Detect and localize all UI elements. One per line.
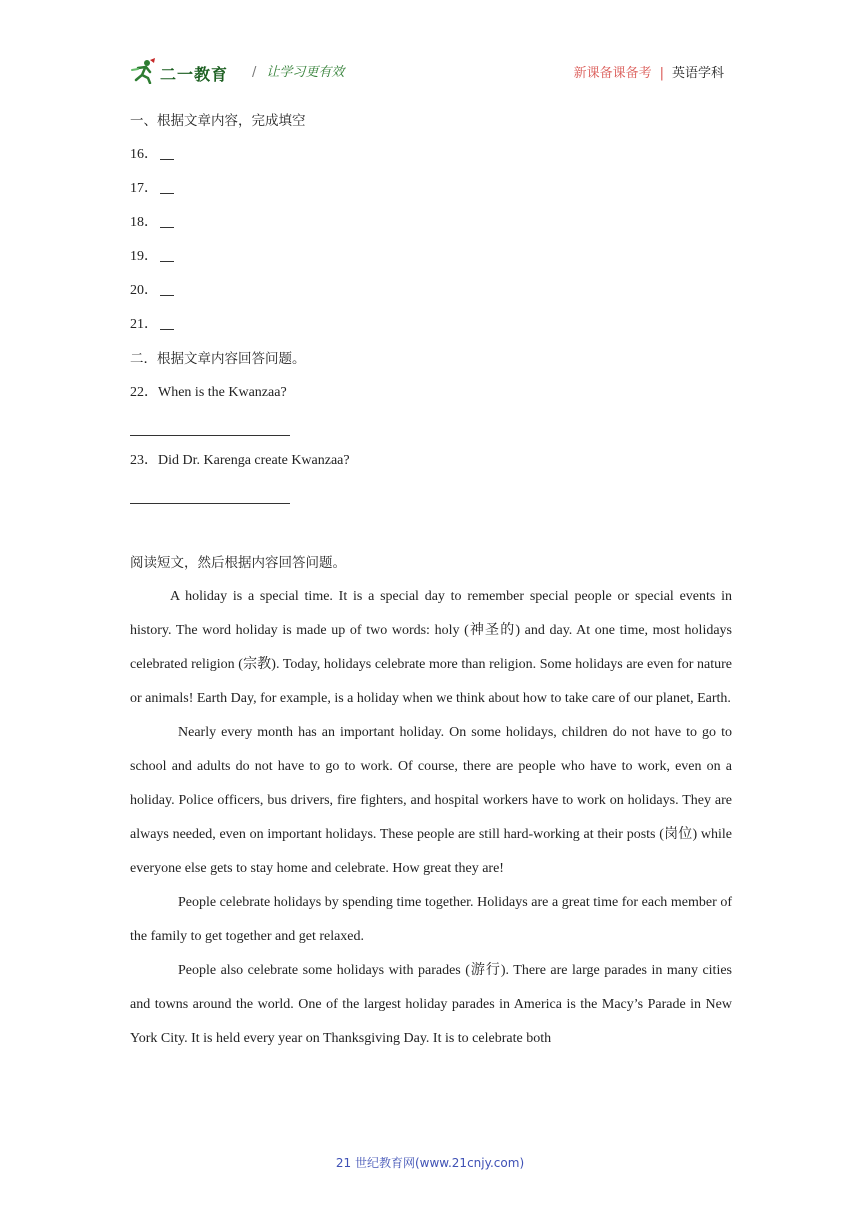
slogan-slash: /: [252, 65, 257, 80]
header-subject: [574, 62, 724, 81]
blank-item: 20．: [130, 274, 732, 308]
answer-blank[interactable]: [160, 315, 174, 330]
answer-blank[interactable]: [160, 145, 174, 160]
header-separator: |: [659, 66, 664, 81]
answer-blank[interactable]: [160, 281, 174, 296]
page-header: [130, 56, 730, 90]
blank-item: 18．: [130, 206, 732, 240]
runner-logo-icon: [130, 58, 156, 89]
blank-item: 17．: [130, 172, 732, 206]
question-22: 22．When is the Kwanzaa?: [130, 385, 287, 400]
passage-paragraph: People also celebrate some holidays with parades (游行). There are large parades in many cities and towns around the world. One of the largest holiday parades in America is the Macy’s Parade in New York City. It is held every year on Thanksgiving Day. It is to celebrate both: [130, 963, 732, 1046]
blank-item: 19．: [130, 240, 732, 274]
passage-instruction: 阅读短文，然后根据内容回答问题。: [130, 555, 346, 571]
answer-blank[interactable]: [160, 247, 174, 262]
passage-paragraph: A holiday is a special time. It is a special day to remember special people or special events in history. The word holiday is made up of two words: holy (神圣的) and day. At one time, most holidays celebrated religion (宗教). Today, holidays celebrate more than religion. Some holidays are even for nature or animals! Earth Day, for example, is a holiday when we think about how to take care of our planet, Earth.: [130, 589, 732, 706]
question-23: 23．Did Dr. Karenga create Kwanzaa?: [130, 453, 350, 468]
slogan: [252, 61, 344, 80]
answer-line-23[interactable]: [130, 478, 732, 512]
section2-title: 二．根据文章内容回答问题。: [130, 351, 306, 367]
document-body: [130, 104, 732, 1056]
answer-blank[interactable]: [160, 213, 174, 228]
blank-item: 16．: [130, 138, 732, 172]
header-subject-label: 英语学科: [671, 66, 724, 81]
page-footer: 21 世纪教育网(www.21cnjy.com): [335, 1156, 525, 1170]
header-course-label: 新课备课备考: [573, 66, 652, 81]
passage-paragraph: People celebrate holidays by spending time together. Holidays are a great time for each member of the family to get together and get relaxed.: [130, 895, 732, 944]
logo-text: 二一教育: [160, 66, 229, 84]
logo: [130, 56, 228, 90]
answer-blank[interactable]: [160, 179, 174, 194]
slogan-text: 让学习更有效: [266, 65, 345, 80]
answer-line-22[interactable]: [130, 410, 732, 444]
passage-paragraph: Nearly every month has an important holiday. On some holidays, children do not have to go to school and adults do not have to go to work. Of course, there are people who have to work, even on a holiday. Police officers, bus drivers, fire fighters, and hospital workers have to work on holidays. They are always needed, even on important holidays. These people are still hard-working at their posts (岗位) while everyone else gets to stay home and celebrate. How great they are!: [130, 725, 732, 876]
blank-item: 21．: [130, 308, 732, 342]
section1-title: 一、根据文章内容，完成填空: [130, 113, 306, 129]
